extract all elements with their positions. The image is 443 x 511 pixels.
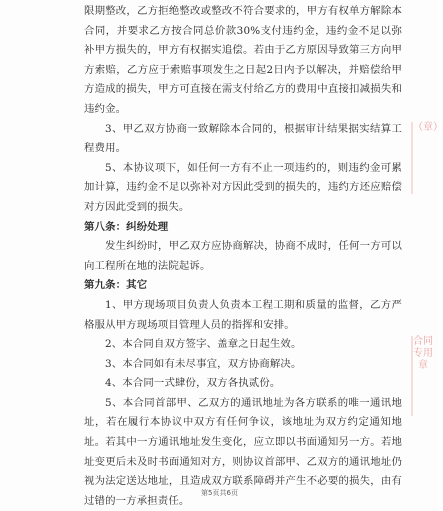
seal-bottom-text: 合同专用章 [413,336,433,371]
paragraph-mutual-termination: 3、甲乙双方协商一致解除本合同的，根据审计结果据实结算工程费用。 [84,122,402,155]
paragraph-other-4: 4、本合同一式肆份，双方各执贰份。 [105,377,281,390]
paragraph-other-2: 2、本合同自双方签字、盖章之日起生效。 [105,338,302,351]
red-seal-stamp-top [411,122,443,194]
paragraph-other-3: 3、本合同如有未尽事宜，双方协商解决。 [105,357,302,370]
page-number-footer: 第5页共6页 [201,489,238,497]
paragraph-other-5: 5、本合同首部甲、乙双方的通讯地址为各方联系的唯一通讯地址，若在履行本协议中双方有任何争议，该地址为双方约定通知地址。若其中一方通讯地址发生变化，应立即以书面通知另一方。若地址变更后未及时书面通知对方，则协议首部甲、乙双方的通讯地址仍视为法定送达地址，且造成双方联系障碍并产生不必要的损失，由有过错的一方承担责任。 [84,396,402,507]
paragraph-breach-terms: 限期整改，乙方拒绝整改或整改不符合要求的，甲方有权单方解除本合同，并要求乙方按合同总价款30%支付违约金，违约金不足以弥补甲方损失的，甲方有权据实追偿。若由于乙方原因导致第三方向甲方索赔，乙方应于索赔事项发生之日起2日内予以解决，并赔偿给甲方造成的损失，甲方可直接在需支付给乙方的费用中直接扣减损失和违约金。 [84,5,402,115]
seal-top-text: （章） [413,122,443,133]
paragraph-cumulative-penalty: 5、本协议项下，如任何一方有不止一项违约的，则违约金可累加计算，违约金不足以弥补对方因此受到的损失的，违约方还应赔偿对方因此受到的损失。 [84,161,402,213]
heading-article-8: 第八条：纠纷处理 [84,220,169,233]
paragraph-dispute-resolution: 发生纠纷时，甲乙双方应协商解决，协商不成时，任何一方可以向工程所在地的法院起诉。 [84,240,402,272]
document-body [84,2,402,511]
heading-article-9: 第九条：其它 [84,279,148,292]
red-seal-stamp-bottom [411,336,433,416]
paragraph-other-1: 1、甲方现场项目负责人负责本工程工期和质量的监督，乙方严格服从甲方现场项目管理人员的指挥和安排。 [84,298,402,331]
